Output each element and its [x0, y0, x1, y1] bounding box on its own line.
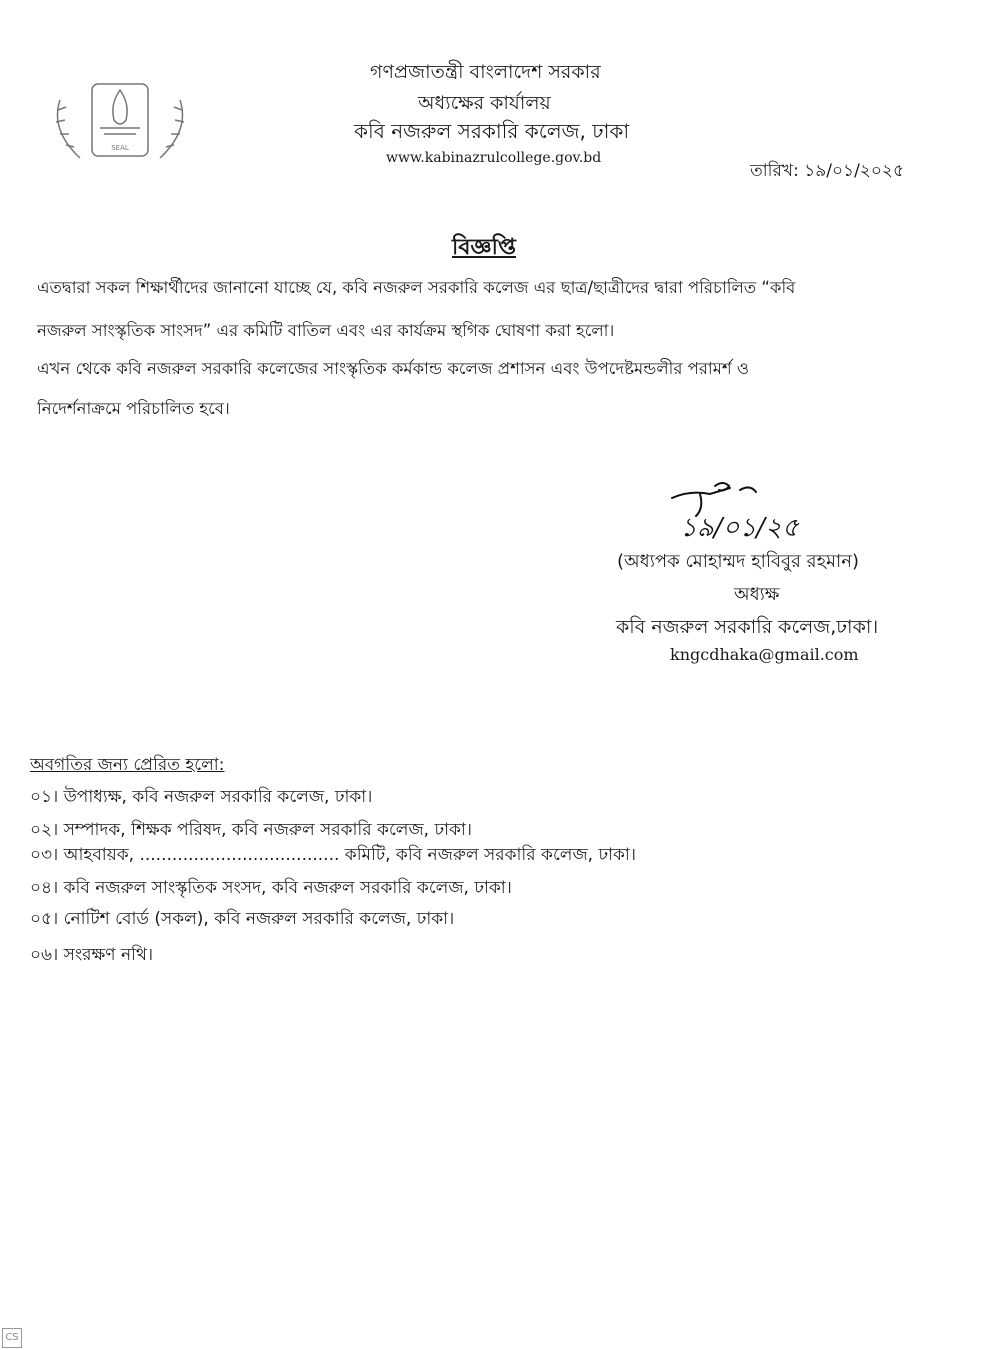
signatory-email: kngcdhaka@gmail.com: [670, 645, 859, 664]
copies-heading: অবগতির জন্য প্রেরিত হলো:: [30, 755, 225, 775]
notice-heading: বিজ্ঞপ্তি: [452, 235, 516, 260]
website-url: www.kabinazrulcollege.gov.bd: [386, 150, 602, 166]
copy-item: ০৩। আহবায়ক, ..................................... কমিটি, কবি নজরুল সরকারি কলেজ, ঢাকা।: [30, 845, 636, 865]
office-title: অধ্যক্ষের কার্যালয়: [418, 92, 551, 114]
copy-item: ০২। সম্পাদক, শিক্ষক পরিষদ, কবি নজরুল সরকারি কলেজ, ঢাকা।: [30, 820, 472, 840]
scanner-mark: CS: [2, 1328, 22, 1348]
signature-date: ১৯/০১/২৫: [680, 513, 799, 543]
government-title: গণপ্রজাতন্ত্রী বাংলাদেশ সরকার: [370, 61, 601, 83]
college-logo: [40, 70, 200, 170]
copy-item: ০১। উপাধ্যক্ষ, কবি নজরুল সরকারি কলেজ, ঢাকা।: [30, 787, 373, 807]
copy-item: ০৫। নোটিশ বোর্ড (সকল), কবি নজরুল সরকারি কলেজ, ঢাকা।: [30, 909, 455, 929]
handwritten-signature: [670, 478, 870, 548]
copy-item: ০৪। কবি নজরুল সাংস্কৃতিক সংসদ, কবি নজরুল সরকারি কলেজ, ঢাকা।: [30, 878, 512, 898]
notice-line-3: এখন থেকে কবি নজরুল সরকারি কলেজের সাংস্কৃতিক কর্মকান্ড কলেজ প্রশাসন এবং উপদেষ্টমন্ডলীর পরামর্শ ও: [37, 359, 750, 378]
notice-line-4: নিদের্শনাক্রমে পরিচালিত হবে।: [37, 399, 230, 418]
notice-line-2: নজরুল সাংস্কৃতিক সাংসদ” এর কমিটি বাতিল এবং এর কার্যক্রম স্থগিক ঘোষণা করা হলো।: [37, 321, 615, 340]
college-title: কবি নজরুল সরকারি কলেজ, ঢাকা: [354, 119, 630, 143]
signatory-title: অধ্যক্ষ: [734, 584, 780, 605]
signatory-name: (অধ্যপক মোহাম্মদ হাবিবুর রহমান): [617, 551, 860, 572]
copy-item: ০৬। সংরক্ষণ নথি।: [30, 945, 154, 965]
notice-line-1: এতদ্বারা সকল শিক্ষার্থীদের জানানো যাচ্ছে যে, কবি নজরুল সরকারি কলেজ এর ছাত্র/ছাত্রীদের দ্বারা পরিচালিত “কবি: [37, 278, 796, 297]
notice-date: তারিখ: ১৯/০১/২০২৫: [750, 161, 904, 181]
signatory-college: কবি নজরুল সরকারি কলেজ,ঢাকা।: [616, 616, 879, 638]
logo-caption: SEAL: [111, 144, 129, 152]
